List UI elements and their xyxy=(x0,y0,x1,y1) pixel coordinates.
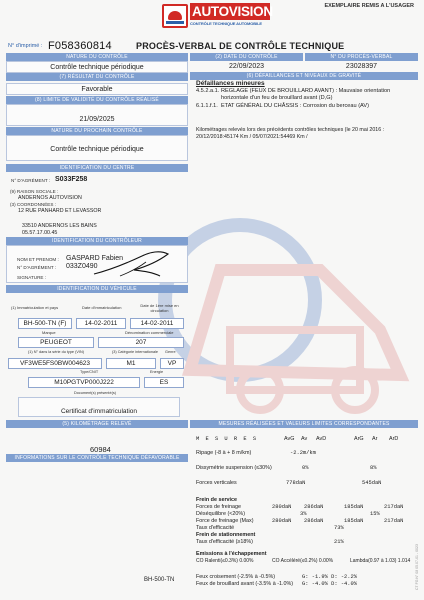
defects-header: (6) DÉFAILLANCES ET NIVEAUX DE GRAVITÉ xyxy=(190,72,418,80)
control-result-box xyxy=(6,83,188,95)
centre-header: IDENTIFICATION DU CENTRE xyxy=(6,164,188,172)
measures-columns-row xyxy=(194,436,420,444)
desequilibre-label: Déséquilibre (<20%) xyxy=(196,511,245,517)
controleur-name-value: GASPARD Fabien xyxy=(66,255,124,262)
frein-stationnement-label: Frein de stationnement xyxy=(196,532,256,538)
print-number-label: N° d'imprimé : xyxy=(8,43,43,49)
dissymetrie-label: Dissymétrie suspension (≤30%) xyxy=(196,465,272,471)
ff-arg: 185daN xyxy=(344,504,364,510)
autovision-logo xyxy=(162,3,273,29)
genre-label: Genre xyxy=(165,350,176,354)
centre-address-line1: 12 RUE PANHARD ET LEVASSOR xyxy=(18,208,102,214)
defect-code: 6.1.1.f.1. xyxy=(196,103,218,109)
fmax-avg: 280daN xyxy=(272,518,292,524)
taux-value: 73% xyxy=(334,525,344,531)
control-nature-box xyxy=(6,61,188,73)
defavorable-info-header: INFORMATIONS SUR LE CONTRÔLE TECHNIQUE DÉFAVORABLE xyxy=(6,454,188,462)
vin-value: VF3WE5FS0BW004623 xyxy=(8,358,102,369)
raison-sociale-value: ANDERNOS AUTOVISION xyxy=(18,195,82,201)
ff-avg: 280daN xyxy=(272,504,292,510)
feux-brouillard-values: G: -4.0% D: -4.0% xyxy=(302,581,357,587)
next-control-box xyxy=(6,135,188,161)
dissymetrie-rear: 8% xyxy=(370,465,377,471)
forces-rear: 545daN xyxy=(362,480,382,486)
control-nature-value: Contrôle technique périodique xyxy=(50,64,144,71)
vin-label: (1) N° dans la série du type (VIN) xyxy=(28,350,84,354)
co-accelere: CO Accéléré(≤0.2%) 0.00% xyxy=(272,558,334,564)
control-date-header: (2) DATE DU CONTRÔLE xyxy=(190,53,303,61)
reg-date-label: Date d'immatriculation xyxy=(82,305,122,310)
controleur-header: IDENTIFICATION DU CONTRÔLEUR xyxy=(6,237,188,245)
measure-row xyxy=(194,465,420,473)
feux-brouillard-label: Feux de brouillard avant (-3.5% à -1.0%) xyxy=(196,581,294,587)
reg-date-value: 14-02-2011 xyxy=(76,318,126,329)
defect-item xyxy=(196,88,416,102)
ff-avd: 286daN xyxy=(304,504,324,510)
defect-text: REGLAGE (FEUX DE BROUILLARD AVANT) : Mauvaise orientation horizontale d'un feu de brouillard avant (D,G) xyxy=(221,88,391,101)
force-max-label: Force de freinage (Max) xyxy=(196,518,254,524)
autovision-logo-icon xyxy=(162,4,188,28)
validity-box xyxy=(6,104,188,126)
feux-croisement-label: Feux croisement (-2.5% à -0.5%) xyxy=(196,574,276,580)
circ-date-label: Date de 1ère mise en circulation xyxy=(140,303,179,313)
controleur-name-label: NOM ET PRENOM : xyxy=(17,257,59,262)
ripage-value: -2.2m/km xyxy=(290,450,316,456)
next-control-header: NATURE DU PROCHAIN CONTRÔLE xyxy=(6,127,188,135)
measure-row xyxy=(194,558,420,566)
control-date-value: 22/09/2023 xyxy=(228,63,265,70)
centre-agrement-value: S033F258 xyxy=(55,176,88,183)
imma-label: (1) Immatriculation et pays xyxy=(11,305,59,310)
imma-value: BH-500-TN (F) xyxy=(18,318,72,329)
defect-code: 4.5.2.a.1. xyxy=(196,88,220,94)
emissions-label: Emissions à l'échappement xyxy=(196,551,267,557)
energy-label: Energie xyxy=(150,370,164,374)
col-ar: Ar xyxy=(372,436,378,442)
previous-mileage-note: Kilométrages relevés lors des précédents contrôles techniques (le 20 mai 2016 : 20/12/2018:45174 Km / 05/07/2021:54469 Km / xyxy=(196,127,385,140)
vehicle-header: IDENTIFICATION DU VÉHICULE xyxy=(6,285,188,293)
category-value: M1 xyxy=(106,358,156,369)
type-value: M10PGTVP000J222 xyxy=(28,377,140,388)
brand-name: AUTOVISION xyxy=(192,4,273,19)
measure-row xyxy=(194,539,420,547)
car-watermark-icon xyxy=(150,200,420,420)
type-label: Type/CNIT xyxy=(80,370,99,374)
mileage-value: 60984 xyxy=(90,445,111,454)
co-ralenti: CO Ralenti(≤0.3%) 0.00% xyxy=(196,558,254,564)
col-ard: ArD xyxy=(389,436,399,442)
pv-number-value: 23028397 xyxy=(345,63,378,70)
col-avd: AvD xyxy=(316,436,327,442)
documents-box xyxy=(18,397,180,417)
centre-phone: 05.57.17.00.45 xyxy=(22,230,58,236)
desequilibre-rear: 15% xyxy=(370,511,380,517)
controleur-agrement-value: 033Z0490 xyxy=(66,263,98,270)
genre-value: VP xyxy=(160,358,184,369)
fmax-arg: 185daN xyxy=(344,518,364,524)
forces-front: 778daN xyxy=(286,480,306,486)
validity-header: (8) LIMITE DE VALIDITÉ DU CONTRÔLE RÉALISÉ xyxy=(6,96,188,104)
form-reference: CT FG N° 08 05.07-01 - 0023 xyxy=(415,544,419,590)
centre-address-line2: 33510 ANDERNOS LES BAINS xyxy=(22,223,97,229)
page-title: PROCÈS-VERBAL DE CONTRÔLE TECHNIQUE xyxy=(136,41,345,51)
taux-stat-label: Taux d'efficacité (≥18%) xyxy=(196,539,253,545)
validity-value: 21/09/2025 xyxy=(79,116,115,123)
desequilibre-front: 3% xyxy=(300,511,307,517)
mileage-header: (5) KILOMÉTRAGE RELEVÉ xyxy=(6,420,188,428)
defect-text: ETAT GÉNÉRAL DU CHÂSSIS : Corrosion du berceau (AV) xyxy=(221,103,369,109)
next-control-value: Contrôle technique périodique xyxy=(50,146,144,153)
category-label: (3) Catégorie internationale xyxy=(112,350,159,354)
fmax-ard: 217daN xyxy=(384,518,404,524)
documents-label: Document(s) présenté(s) xyxy=(74,391,116,395)
taux-label: Taux d'efficacité xyxy=(196,525,235,531)
documents-value: Certificat d'immatriculation xyxy=(60,408,137,415)
control-nature-header: NATURE DU CONTRÔLE xyxy=(6,53,188,61)
defect-item xyxy=(196,103,416,110)
col-avg: AvG xyxy=(284,436,295,442)
defects-title: Défaillances mineures xyxy=(196,80,265,87)
frein-service-label: Frein de service xyxy=(196,497,238,503)
control-result-header: (7) RÉSULTAT DU CONTRÔLE xyxy=(6,73,188,81)
brand-value: PEUGEOT xyxy=(18,337,94,348)
col-arg: ArG xyxy=(354,436,364,442)
energy-value: ES xyxy=(144,377,184,388)
measure-row xyxy=(194,480,420,488)
lambda-value: Lambda(0.97 à 1.03) 1.014 xyxy=(350,558,411,564)
coordonnees-label: (3) COORDONNÉES : xyxy=(10,202,56,207)
model-value: 207 xyxy=(98,337,184,348)
pv-number-header: N° DU PROCÈS-VERBAL xyxy=(305,53,418,61)
taux-stat-value: 21% xyxy=(334,539,344,545)
fmax-avd: 286daN xyxy=(304,518,324,524)
forces-freinage-label: Forces de freinage xyxy=(196,504,241,510)
brand-tagline: CONTRÔLE TECHNIQUE AUTOMOBILE xyxy=(190,21,262,26)
controleur-signature xyxy=(90,246,180,282)
measures-header: MESURES RÉALISÉES ET VALEURS LIMITES CORRESPONDANTES xyxy=(190,420,418,428)
measure-row xyxy=(194,581,420,589)
feux-croisement-values: G: -1.9% D: -2.2% xyxy=(302,574,357,580)
dissymetrie-front: 0% xyxy=(302,465,309,471)
print-number-value: F058360814 xyxy=(48,40,112,52)
model-label: Dénomination commerciale xyxy=(125,330,174,335)
mesures-label: M E S U R E S xyxy=(196,436,258,442)
circ-date-value: 14-02-2011 xyxy=(130,318,184,329)
centre-agrement-label: N° D'AGRÉMENT : xyxy=(11,178,51,183)
measure-row xyxy=(194,450,420,458)
col-av: Av xyxy=(301,436,308,442)
raison-sociale-label: (9) RAISON SOCIALE : xyxy=(10,189,59,194)
copy-label: EXEMPLAIRE REMIS A L'USAGER xyxy=(324,3,414,9)
ripage-label: Ripage (-8 à + 8 m/km) xyxy=(196,450,252,456)
controleur-agrement-label: N° D'AGRÉMENT : xyxy=(17,265,57,270)
ff-ard: 217daN xyxy=(384,504,404,510)
brand-label: Marque xyxy=(42,330,56,335)
bottom-plate: BH-500-TN xyxy=(144,577,175,583)
signature-label: SIGNATURE : xyxy=(17,275,47,280)
forces-label: Forces verticales xyxy=(196,480,237,486)
control-result-value: Favorable xyxy=(81,86,113,93)
